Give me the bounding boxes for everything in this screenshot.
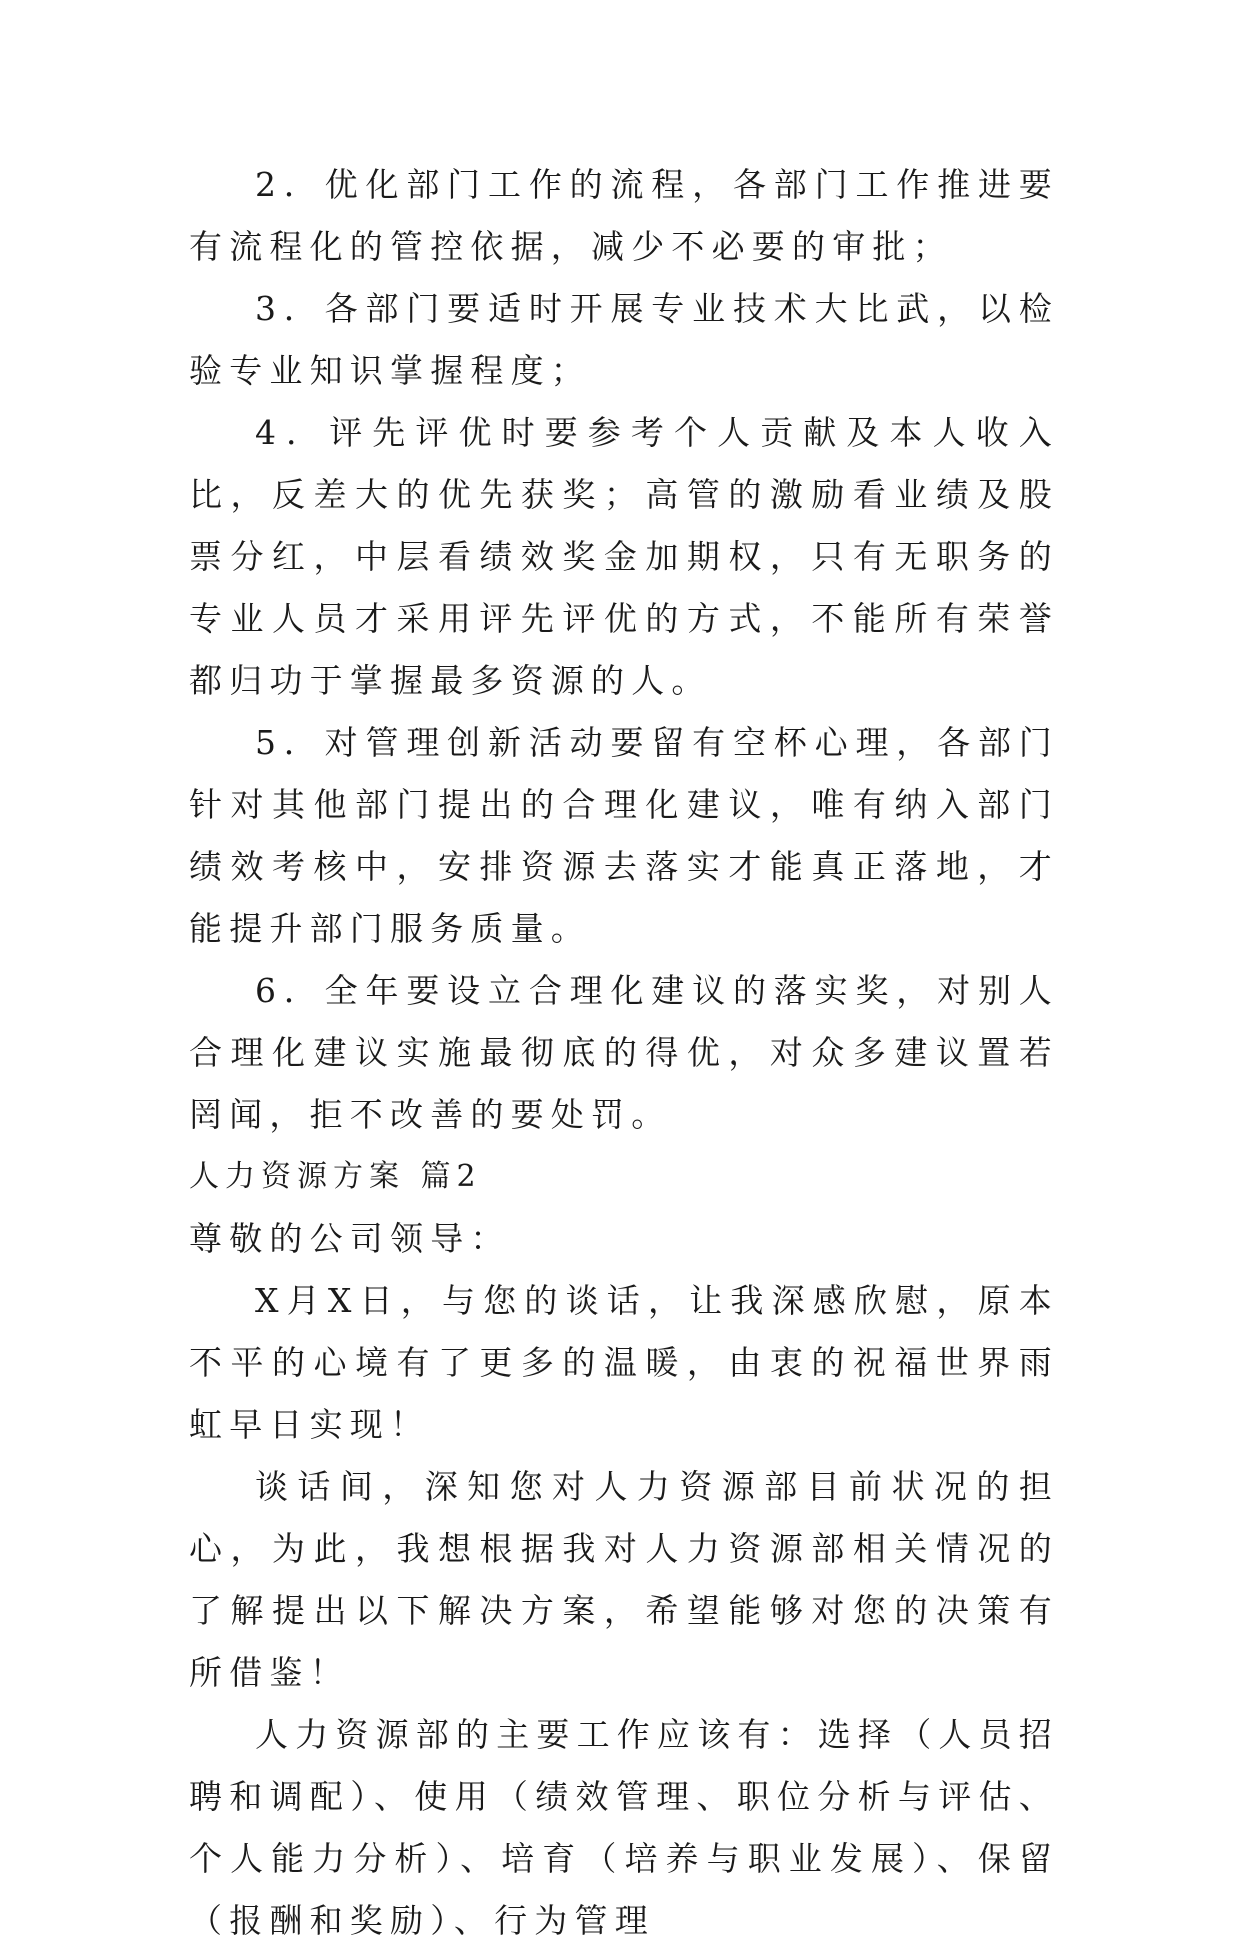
list-item-5: 5．对管理创新活动要留有空杯心理，各部门针对其他部门提出的合理化建议，唯有纳入部门绩效考核中，安排资源去落实才能真正落地，才能提升部门服务质量。 xyxy=(189,723,1059,948)
document-body xyxy=(189,154,1059,1952)
section-title: 人力资源方案 篇2 xyxy=(189,1159,482,1194)
list-item-4: 4．评先评优时要参考个人贡献及本人收入比，反差大的优先获奖；高管的激励看业绩及股票分红，中层看绩效奖金加期权，只有无职务的专业人员才采用评先评优的方式，不能所有荣誉都归功于掌握最多资源的人。 xyxy=(189,413,1059,700)
letter-paragraph-2: 谈话间，深知您对人力资源部目前状况的担心，为此，我想根据我对人力资源部相关情况的了解提出以下解决方案，希望能够对您的决策有所借鉴！ xyxy=(189,1467,1059,1692)
list-item-6: 6．全年要设立合理化建议的落实奖，对别人合理化建议实施最彻底的得优，对众多建议置若罔闻，拒不改善的要处罚。 xyxy=(189,971,1059,1134)
letter-paragraph-1: X月X日，与您的谈话，让我深感欣慰，原本不平的心境有了更多的温暖，由衷的祝福世界雨虹早日实现！ xyxy=(189,1281,1059,1444)
list-item-3: 3．各部门要适时开展专业技术大比武，以检验专业知识掌握程度； xyxy=(189,289,1059,390)
list-item-2: 2．优化部门工作的流程，各部门工作推进要有流程化的管控依据，减少不必要的审批； xyxy=(189,165,1059,266)
letter-paragraph-3: 人力资源部的主要工作应该有：选择（人员招聘和调配）、使用（绩效管理、职位分析与评估、个人能力分析）、培育（培养与职业发展）、保留（报酬和奖励）、行为管理 xyxy=(189,1715,1059,1940)
salutation: 尊敬的公司领导： xyxy=(189,1219,511,1258)
